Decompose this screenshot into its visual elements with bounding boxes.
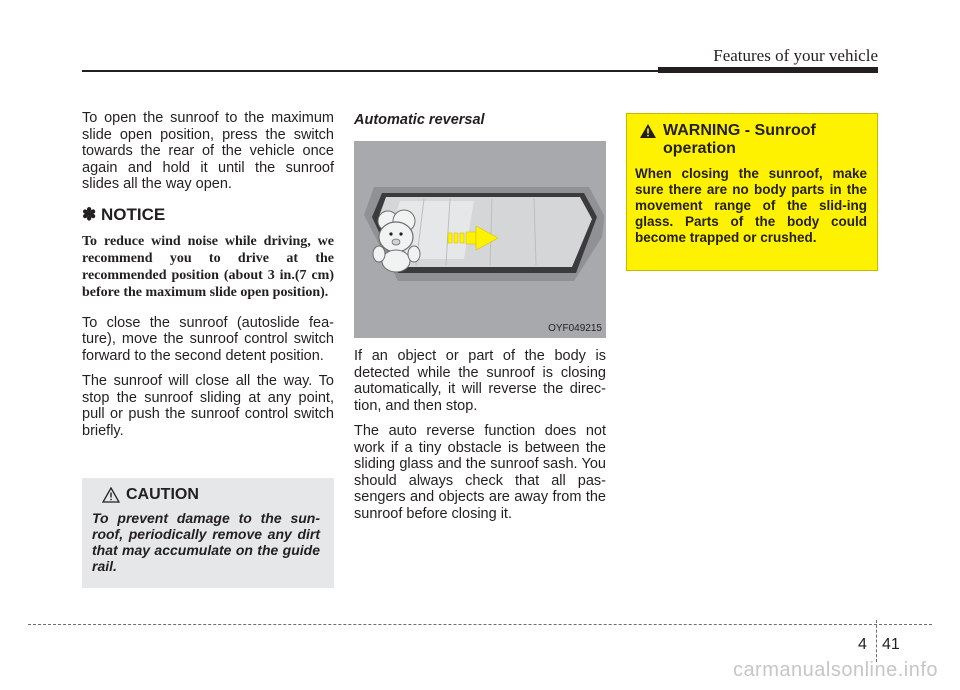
warning-box bbox=[626, 113, 878, 271]
warning-header bbox=[635, 122, 867, 158]
caution-box bbox=[82, 478, 334, 588]
stop-instructions: The sunroof will close all the way. To stop the sunroof sliding at any point, pull or push the sunroof control switch briefly. bbox=[82, 373, 334, 439]
reversal-description: If an object or part of the body is detected while the sunroof is closing automatically, it will reverse the direc-tion, and then stop. bbox=[354, 348, 606, 414]
close-instructions: To close the sunroof (autoslide fea-ture), move the sunroof control switch forward to the second detent position. bbox=[82, 314, 334, 364]
page-header-title: Features of your vehicle bbox=[713, 46, 878, 65]
warning-text: When closing the sunroof, make sure there are no body parts in the movement range of the slid-ing glass. Parts of the body could become trapped or crushed. bbox=[635, 166, 867, 245]
reversal-limitation: The auto reverse function does not work if a tiny obstacle is between the sliding glass and the sunroof sash. You should always check that all pas-sengers and objects are away from the sunroof before closing it. bbox=[354, 423, 606, 522]
header-rule-accent bbox=[658, 67, 878, 73]
chapter-number: 4 bbox=[858, 636, 867, 653]
middle-column bbox=[354, 110, 606, 531]
caution-text: To prevent damage to the sun-roof, periodically remove any dirt that may accumulate on the guide rail. bbox=[92, 510, 320, 574]
footer-rule bbox=[28, 624, 932, 625]
figure-code: OYF049215 bbox=[548, 323, 602, 334]
page-number: 41 bbox=[882, 636, 900, 653]
caution-triangle-icon bbox=[102, 487, 120, 503]
section-title: Automatic reversal bbox=[354, 112, 485, 128]
page-number-separator bbox=[876, 620, 877, 662]
sunroof-reversal-drawing bbox=[354, 141, 606, 338]
sunroof-illustration bbox=[354, 141, 606, 338]
caution-header bbox=[92, 486, 320, 504]
notice-text: To reduce wind noise while driving, we recommend you to drive at the recommended position (about 3 in.(7 cm) before the maximum slide open position). bbox=[82, 233, 334, 300]
watermark: carmanualsonline.info bbox=[732, 659, 938, 681]
caution-title: CAUTION bbox=[126, 486, 199, 503]
notice-title: ✽ NOTICE bbox=[82, 204, 166, 224]
warning-title: WARNING - Sunroof operation bbox=[663, 122, 816, 157]
open-instructions: To open the sunroof to the maximum slide open position, press the switch towards the rear of the vehicle once again and hold it until the sunroof slides all the way open. bbox=[82, 110, 334, 192]
warning-triangle-icon bbox=[639, 123, 657, 139]
left-column bbox=[82, 110, 334, 448]
